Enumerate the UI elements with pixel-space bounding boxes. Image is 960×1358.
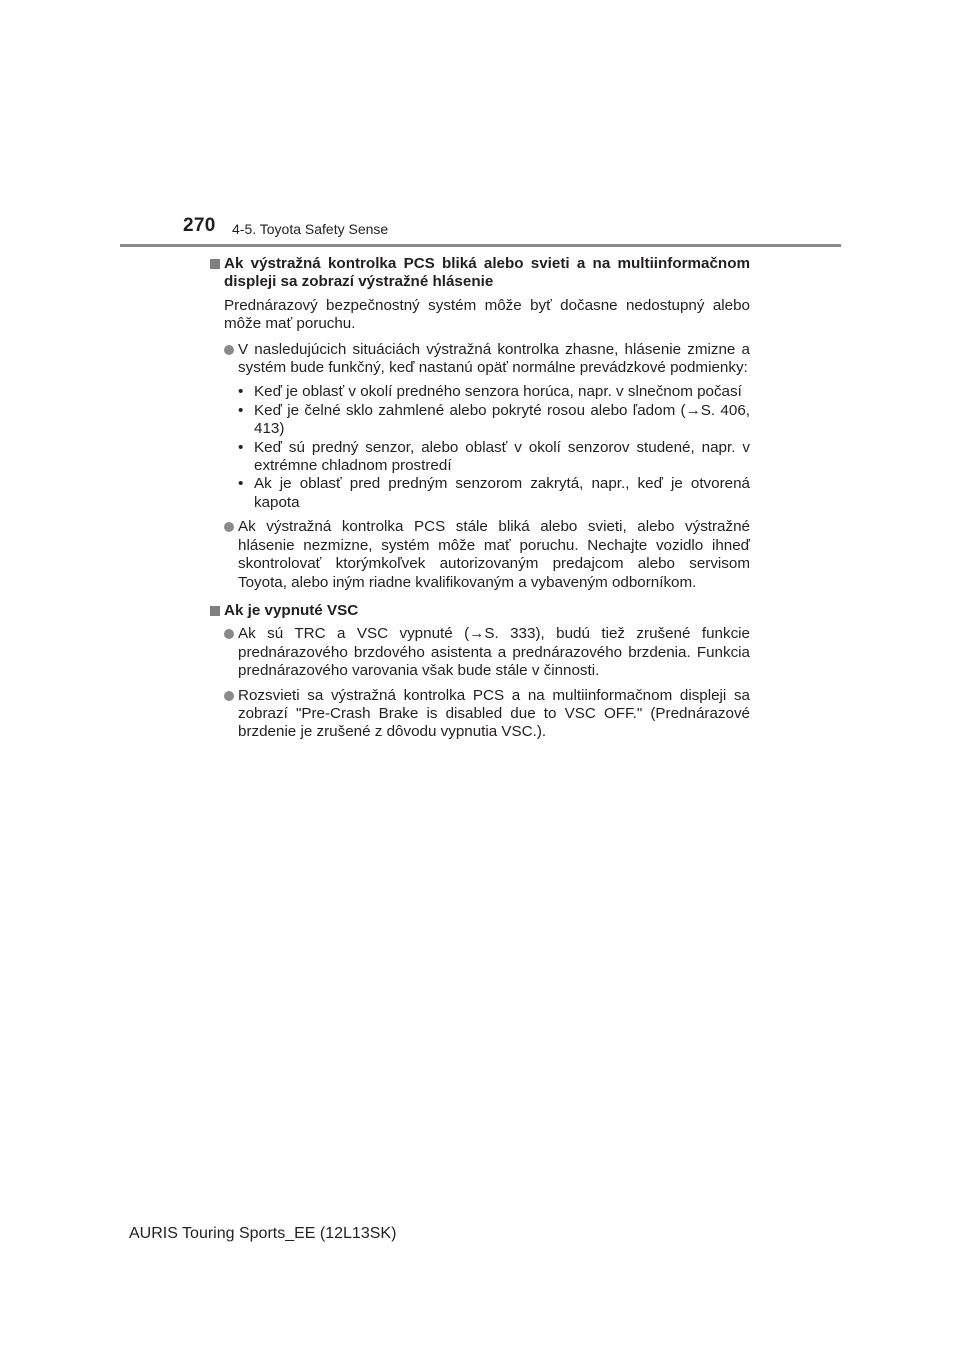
bullet-text: V nasledujúcich situáciách výstražná kontrolka zhasne, hlásenie zmizne a systém bude funkčný, keď nastanú opäť normálne prevádzkové podmienky: (238, 340, 750, 377)
bullet-item (210, 518, 750, 592)
sub-item (238, 439, 750, 476)
page-number: 270 (183, 215, 216, 236)
section-heading (210, 602, 750, 620)
bullet-text: Ak sú TRC a VSC vypnuté (→S. 333), budú tiež zrušené funkcie prednárazového brzdového asistenta a prednárazového brzdenia. Funkcia prednárazového varovania však bude stále v činnosti. (238, 625, 750, 680)
bullet-item (210, 341, 750, 378)
sub-item-text: Keď je čelné sklo zahmlené alebo pokryté rosou alebo ľadom (→S. 406, 413) (254, 401, 750, 438)
footer-text: AURIS Touring Sports_EE (12L13SK) (129, 1225, 397, 1242)
sub-list (210, 383, 750, 512)
sub-item (238, 475, 750, 512)
sub-item-text: Keď je oblasť v okolí predného senzora horúca, napr. v slnečnom počasí (254, 383, 742, 401)
section-heading-text: Ak výstražná kontrolka PCS bliká alebo svieti a na multiinformačnom displeji sa zobrazí výstražné hlásenie (224, 255, 750, 291)
sub-item (238, 402, 750, 439)
section-title: 4-5. Toyota Safety Sense (232, 221, 389, 237)
page-content (210, 255, 750, 748)
circle-bullet-icon (224, 629, 234, 639)
square-bullet-icon (210, 606, 220, 616)
section-intro: Prednárazový bezpečnostný systém môže byť dočasne nedostupný alebo môže mať poruchu. (224, 296, 750, 333)
bullet-text: Ak výstražná kontrolka PCS stále bliká alebo svieti, alebo výstražné hlásenie nezmizne, systém môže mať poruchu. Nechajte vozidlo ihneď skontrolovať ktorýmkoľvek autorizovaným predajcom alebo servisom Toyota, alebo iným riadne kvalifikovaným a vybaveným odborníkom. (238, 518, 750, 591)
dot-marker-icon: • (238, 438, 244, 456)
dot-marker-icon: • (238, 401, 244, 419)
dot-marker-icon: • (238, 383, 244, 401)
dot-marker-icon: • (238, 475, 244, 493)
circle-bullet-icon (224, 691, 234, 701)
sub-item-text: Keď sú predný senzor, alebo oblasť v okolí senzorov studené, napr. v extrémne chladnom prostredí (254, 438, 750, 475)
sub-item-text: Ak je oblasť pred predným senzorom zakrytá, napr., keď je otvorená kapota (254, 475, 750, 511)
bullet-text: Rozsvieti sa výstražná kontrolka PCS a na multiinformačnom displeji sa zobrazí "Pre-Crash Brake is disabled due to VSC OFF." (Prednárazové brzdenie je zrušené z dôvodu vypnutia VSC.). (238, 686, 750, 741)
section-heading-text: Ak je vypnuté VSC (224, 601, 359, 619)
bullet-item (210, 687, 750, 742)
square-bullet-icon (210, 259, 220, 269)
circle-bullet-icon (224, 345, 234, 355)
header-rule (120, 244, 841, 247)
circle-bullet-icon (224, 522, 234, 532)
sub-item (238, 383, 750, 401)
bullet-item (210, 625, 750, 680)
section-heading (210, 255, 750, 292)
